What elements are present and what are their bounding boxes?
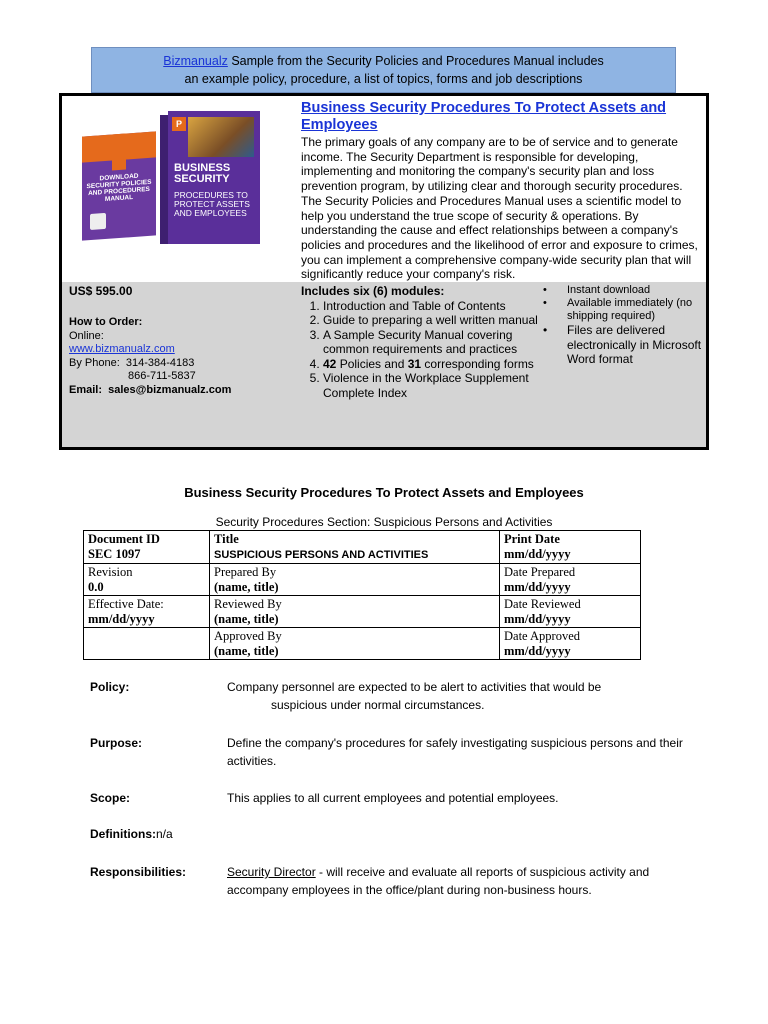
cover-photo: [188, 117, 254, 157]
title-value: SUSPICIOUS PERSONS AND ACTIVITIES: [214, 548, 429, 561]
date-prepared-cell: [500, 564, 641, 596]
online-label: Online:: [69, 329, 104, 342]
purpose-row: [90, 734, 690, 774]
table-row: [84, 628, 641, 660]
product-description: The primary goals of any company are to be of service and to generate income. The Security Department is responsible for developing, implementing and monitoring the company's security plan and loss prevention program, by utilizing clear and thorough security procedures. The Security Policies and Procedures Manual uses a scientific model to help you understand the true scope of security & operations. By understanding the cause and effect relationships between a company's policies and procedures and the likelihood of error and exposure to crimes, you can implement a comprehensive company-wide security plan that will significantly reduce your company's risk.: [301, 135, 698, 282]
prepared-by-value: (name, title): [214, 579, 279, 594]
business-security-book-cover-image: [168, 111, 260, 244]
features-list: [536, 284, 706, 367]
purpose-label: Purpose:: [90, 736, 143, 750]
phone-number-2: 866-711-5837: [128, 370, 196, 382]
purpose-text: Define the company's procedures for safely investigating suspicious persons and their activities.: [227, 736, 683, 768]
module-item: 3. A Sample Security Manual covering common requirements and practices: [323, 328, 546, 357]
prepared-by-cell: [210, 564, 500, 596]
revision-cell: [84, 564, 210, 596]
doc-id-label: Document ID: [88, 532, 160, 546]
book2-cover-title: BUSINESS SECURITY: [174, 162, 231, 185]
print-date-cell: [500, 531, 641, 564]
approved-by-value: (name, title): [214, 643, 279, 658]
policy-label: Policy:: [90, 680, 130, 694]
product-panel: [59, 93, 709, 450]
approved-by-label: Approved By: [214, 629, 282, 643]
module-item: 1. Introduction and Table of Contents: [323, 299, 546, 314]
date-reviewed-label: Date Reviewed: [504, 597, 581, 611]
book1-cover-text: DOWNLOAD SECURITY POLICIES AND PROCEDURES MANUAL: [86, 172, 152, 203]
definitions-label: Definitions:: [90, 827, 156, 841]
scope-text: This applies to all current employees and potential employees.: [227, 791, 559, 805]
table-row: [84, 531, 641, 564]
doc-id-value: SEC 1097: [88, 546, 141, 561]
email-address[interactable]: sales@bizmanualz.com: [108, 383, 232, 396]
phone-number-1: 314-384-4183: [125, 356, 195, 369]
banner-text-line2: an example policy, procedure, a list of topics, forms and job descriptions: [184, 72, 583, 86]
table-row: [84, 564, 641, 596]
email-label: Email:: [69, 383, 103, 396]
word-icon: [90, 213, 106, 230]
date-reviewed-cell: [500, 596, 641, 628]
book2-cover-subtitle: PROCEDURES TO PROTECT ASSETS AND EMPLOYEES: [174, 190, 250, 218]
effective-date-cell: [84, 596, 210, 628]
download-manual-cover-image: [82, 131, 156, 240]
modules-heading: Includes six (6) modules:: [301, 284, 445, 298]
reviewed-by-label: Reviewed By: [214, 597, 282, 611]
product-price: US$ 595.00: [69, 284, 133, 298]
module-extra: Complete Index: [323, 385, 408, 400]
section-title: Security Procedures Section: Suspicious Persons and Activities: [215, 515, 553, 529]
how-to-order: [69, 316, 231, 397]
feature-item: • Files are delivered electronically in Microsoft Word format: [536, 323, 706, 367]
effective-date-label: Effective Date:: [88, 597, 164, 611]
date-approved-value: mm/dd/yyyy: [504, 643, 571, 658]
date-approved-cell: [500, 628, 641, 660]
responsibilities-text: [227, 863, 687, 899]
print-date-value: mm/dd/yyyy: [504, 546, 571, 561]
phone-label: By Phone:: [69, 356, 120, 369]
doc-id-cell: [84, 531, 210, 564]
security-director-role: Security Director: [227, 865, 316, 879]
print-date-label: Print Date: [504, 532, 560, 546]
policy-text-line1: Company personnel are expected to be alert to activities that would be: [227, 680, 602, 694]
date-prepared-value: mm/dd/yyyy: [504, 579, 571, 594]
effective-date-value: mm/dd/yyyy: [88, 611, 155, 626]
product-title-link[interactable]: Business Security Procedures To Protect Assets and Employees: [301, 100, 667, 133]
website-link[interactable]: www.bizmanualz.com: [69, 343, 175, 355]
banner-text-line1: Sample from the Security Policies and Procedures Manual includes: [231, 54, 604, 68]
document-control-table: [83, 530, 641, 660]
table-row: [84, 596, 641, 628]
date-reviewed-value: mm/dd/yyyy: [504, 611, 571, 626]
revision-label: Revision: [88, 565, 133, 579]
responsibilities-description: - will receive and evaluate all reports of suspicious activity and accompany employees in the office/plant during non-business hours.: [227, 865, 650, 897]
prepared-by-label: Prepared By: [214, 565, 277, 579]
bizmanualz-logo-icon: P: [172, 117, 186, 131]
policy-text-line2: suspicious under normal circumstances.: [271, 698, 485, 712]
reviewed-by-cell: [210, 596, 500, 628]
scope-row: [90, 789, 690, 809]
feature-item: • Available immediately (no shipping required): [536, 297, 706, 323]
reviewed-by-value: (name, title): [214, 611, 279, 626]
approved-by-cell: [210, 628, 500, 660]
responsibilities-row: [90, 863, 690, 903]
bizmanualz-link[interactable]: Bizmanualz: [163, 54, 228, 68]
responsibilities-label: Responsibilities:: [90, 865, 187, 879]
date-prepared-label: Date Prepared: [504, 565, 576, 579]
title-cell: [210, 531, 500, 564]
title-label: Title: [214, 532, 239, 546]
header-banner: [91, 47, 676, 93]
document-title: Business Security Procedures To Protect Assets and Employees: [184, 485, 584, 500]
revision-value: 0.0: [88, 579, 104, 594]
feature-item: • Instant download: [536, 284, 706, 297]
definitions-text: n/a: [156, 827, 173, 841]
module-item: 2. Guide to preparing a well written manual: [323, 313, 546, 328]
module-item: 5. Violence in the Workplace Supplement: [323, 371, 546, 386]
module-item: [323, 357, 546, 372]
policy-row: [90, 678, 690, 718]
module-item-text: 42 Policies and 31 corresponding forms: [323, 356, 534, 371]
empty-cell: [84, 628, 210, 660]
how-to-order-heading: How to Order:: [69, 316, 143, 328]
modules-list: [301, 284, 546, 400]
date-approved-label: Date Approved: [504, 629, 581, 643]
scope-label: Scope:: [90, 791, 131, 805]
definitions-row: [90, 825, 690, 845]
